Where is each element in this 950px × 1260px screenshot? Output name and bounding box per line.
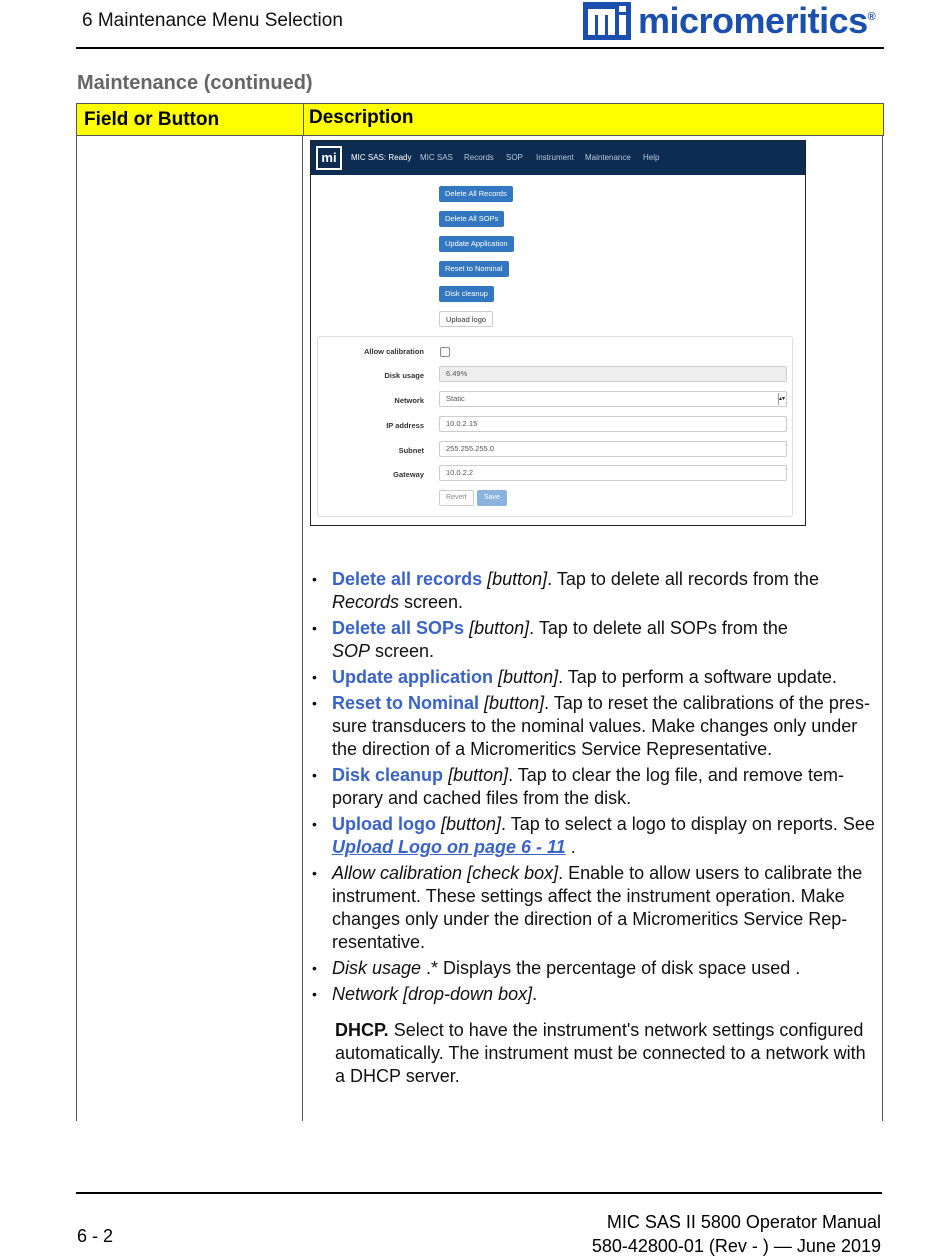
- network-select[interactable]: [439, 391, 787, 407]
- desc-text: Select to have the instrument's network settings configured automatically. The instrument must be connected to a network with a DHCP server.: [335, 1020, 866, 1086]
- app-navbar: [311, 141, 805, 175]
- desc-text: . Tap to delete all SOPs from the: [529, 618, 788, 638]
- page-number: 6 - 2: [77, 1226, 114, 1246]
- list-item-disk-usage: [312, 957, 880, 980]
- desc-text: . Tap to clear the log file, and remove tem-porary and cached files from the disk.: [332, 765, 844, 808]
- upload-logo-link[interactable]: Upload Logo on page 6 - 11: [332, 837, 566, 857]
- list-item-network: [312, 983, 880, 1006]
- disk-usage-field: 6.49%: [439, 366, 787, 382]
- description-list: [312, 568, 880, 1006]
- nav-help[interactable]: Help: [643, 153, 660, 162]
- table-header: [76, 103, 884, 136]
- list-item-delete-sops: [312, 617, 880, 663]
- settings-panel: [317, 336, 793, 517]
- term-delete-all-records: Delete all records: [332, 569, 483, 589]
- nav-maintenance[interactable]: Maintenance: [585, 153, 631, 162]
- dhcp-paragraph: [335, 1019, 880, 1088]
- description-list-container: [312, 568, 880, 1009]
- upload-logo-button[interactable]: Upload logo: [439, 311, 493, 327]
- desc-text: . Tap to select a logo to display on reports. See: [501, 814, 875, 834]
- type-label: [button]: [498, 667, 559, 687]
- term-dhcp: DHCP.: [335, 1020, 389, 1040]
- disk-usage-label: Disk usage: [384, 371, 424, 380]
- section-title: Maintenance (continued): [77, 72, 313, 94]
- term-upload-logo: Upload logo: [332, 814, 436, 834]
- header-field-or-button: Field or Button: [84, 109, 220, 130]
- manual-title: MIC SAS II 5800 Operator Manual: [606, 1212, 881, 1232]
- list-item-delete-records: [312, 568, 880, 614]
- document-number: 580-42800-01 (Rev - ) — June 2019: [591, 1236, 881, 1256]
- gateway-label: Gateway: [393, 470, 424, 479]
- update-application-button[interactable]: Update Application: [439, 236, 514, 252]
- nav-instrument[interactable]: Instrument: [536, 153, 574, 162]
- allow-calibration-checkbox[interactable]: [440, 347, 450, 357]
- footer-rule: [76, 1192, 882, 1194]
- nav-mic-sas[interactable]: MIC SAS: [420, 153, 453, 162]
- nav-records[interactable]: Records: [464, 153, 494, 162]
- header-section-title: 6 Maintenance Menu Selection: [82, 10, 343, 31]
- type-label: [button]: [487, 569, 548, 589]
- desc-emphasis: Records: [332, 592, 400, 612]
- desc-text: . Tap to perform a software update.: [558, 667, 837, 687]
- dropdown-arrow-icon: ▴▾: [778, 393, 785, 405]
- maintenance-screenshot: [310, 140, 806, 526]
- revert-button[interactable]: Revert: [439, 490, 474, 506]
- allow-calibration-label: Allow calibration: [363, 347, 424, 356]
- desc-text: screen.: [370, 641, 435, 661]
- table-left-border: [76, 135, 77, 1121]
- header-description: Description: [309, 107, 414, 128]
- list-item-update-application: [312, 666, 880, 689]
- desc-text: screen.: [399, 592, 464, 612]
- registered-mark: ®: [867, 11, 876, 23]
- type-label: [button]: [448, 765, 509, 785]
- desc-text: .: [532, 984, 538, 1004]
- reset-to-nominal-button[interactable]: Reset to Nominal: [439, 261, 509, 277]
- desc-emphasis: SOP: [332, 641, 371, 661]
- desc-text: . Tap to delete all records from the: [547, 569, 819, 589]
- subnet-label: Subnet: [398, 446, 424, 455]
- desc-emphasis: Disk usage: [332, 958, 422, 978]
- logo-text: micromeritics: [638, 0, 868, 41]
- ip-address-label: IP address: [386, 421, 424, 430]
- app-logo: mi: [316, 146, 342, 170]
- logo-mark: [583, 2, 631, 40]
- desc-text: . Enable to allow users to calibrate the instrument. These settings affect the instrument operation. Make changes only under the direction of a Micromeritics Service Rep-resentative.: [332, 863, 863, 952]
- list-item-allow-calibration: [312, 862, 880, 954]
- save-button[interactable]: Save: [477, 490, 507, 506]
- type-label: [button]: [441, 814, 502, 834]
- disk-cleanup-button[interactable]: Disk cleanup: [439, 286, 494, 302]
- desc-emphasis: Network [drop-down box]: [332, 984, 533, 1004]
- list-item-upload-logo: [312, 813, 880, 859]
- header-divider: [303, 104, 304, 135]
- desc-emphasis: Allow calibration [check box]: [332, 863, 559, 883]
- term-reset-to-nominal: Reset to Nominal: [332, 693, 480, 713]
- nav-status-title: MIC SAS: Ready: [351, 153, 412, 162]
- term-update-application: Update application: [332, 667, 494, 687]
- table-column-divider: [302, 135, 303, 1121]
- table-right-border: [882, 135, 883, 1121]
- nav-sop[interactable]: SOP: [506, 153, 523, 162]
- subnet-input[interactable]: 255.255.255.0: [439, 441, 787, 457]
- type-label: [button]: [484, 693, 545, 713]
- type-label: [button]: [469, 618, 530, 638]
- desc-text: .: [565, 837, 576, 857]
- term-disk-cleanup: Disk cleanup: [332, 765, 444, 785]
- term-delete-all-sops: Delete all SOPs: [332, 618, 465, 638]
- header-rule: [76, 47, 884, 49]
- ip-address-input[interactable]: 10.0.2.15: [439, 416, 787, 432]
- network-value: Static: [446, 394, 465, 403]
- list-item-disk-cleanup: [312, 764, 880, 810]
- delete-all-sops-button[interactable]: Delete All SOPs: [439, 211, 504, 227]
- micromeritics-logo: [583, 2, 883, 42]
- gateway-input[interactable]: 10.0.2.2: [439, 465, 787, 481]
- list-item-reset-nominal: [312, 692, 880, 761]
- delete-all-records-button[interactable]: Delete All Records: [439, 186, 513, 202]
- desc-text: . Tap to reset the calibrations of the pres-sure transducers to the nominal values. Make changes only under the direction of a Micromeritics Service Representative.: [332, 693, 870, 759]
- network-label: Network: [394, 396, 424, 405]
- desc-text: .* Displays the percentage of disk space used .: [421, 958, 801, 978]
